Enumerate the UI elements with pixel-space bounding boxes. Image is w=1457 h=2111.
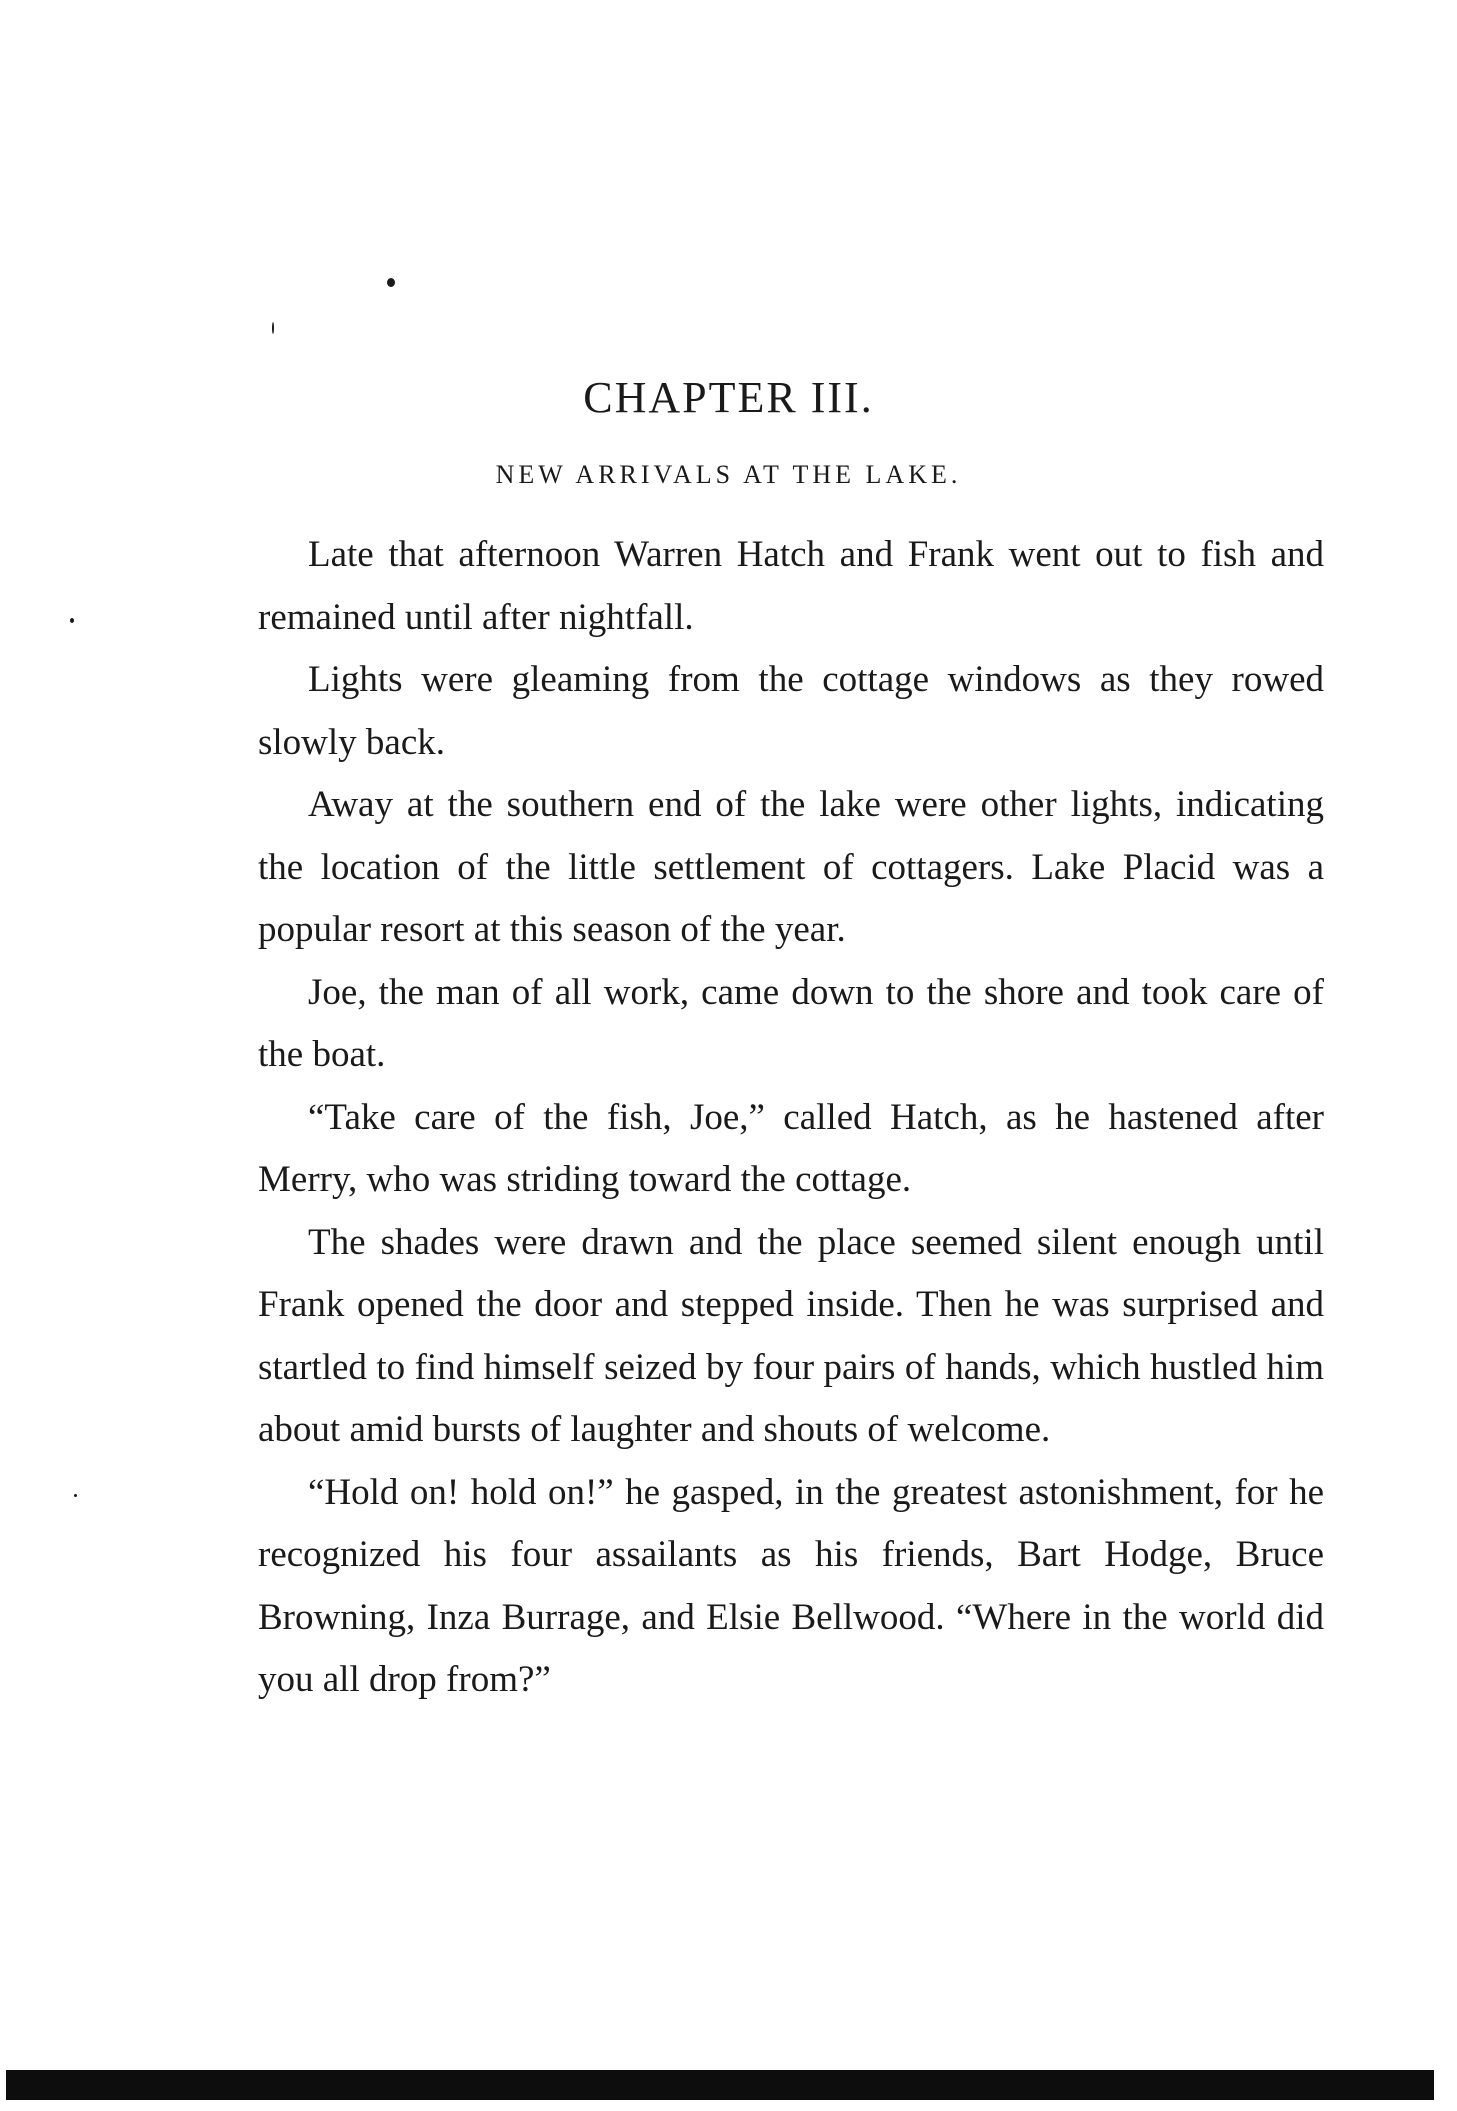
paragraph: “Hold on! hold on!” he gasped, in the greatest astonishment, for he recognized his four assailants as his friends, Bart Hodge, Bruce Browning, Inza Burrage, and Elsie Bellwood. “Where in the world did you all drop from?” [258, 1471, 1324, 1700]
paragraph: Lights were gleaming from the cottage windows as they rowed slowly back. [258, 659, 1324, 763]
chapter-body [258, 524, 1324, 1712]
chapter-heading: CHAPTER III. [583, 373, 874, 422]
paragraph: The shades were drawn and the place seemed silent enough until Frank opened the door and stepped inside. Then he was surprised and startled to find himself seized by four pairs of hands, which hustled him about amid bursts of laughter and shouts of welcome. [258, 1221, 1324, 1450]
paragraph: Late that afternoon Warren Hatch and Frank went out to fish and remained until after nightfall. [258, 534, 1324, 638]
chapter-subtitle: NEW ARRIVALS AT THE LAKE. [495, 460, 962, 489]
ink-speck [70, 618, 74, 623]
ink-speck [272, 322, 274, 334]
paragraph: Away at the southern end of the lake were other lights, indicating the location of the little settlement of cottagers. Lake Placid was a popular resort at this season of the year. [258, 784, 1324, 950]
paragraph: “Take care of the fish, Joe,” called Hatch, as he hastened after Merry, who was striding toward the cottage. [258, 1096, 1324, 1200]
paragraph: Joe, the man of all work, came down to the shore and took care of the boat. [258, 971, 1324, 1075]
ink-speck [74, 1494, 77, 1497]
ink-speck [387, 278, 395, 287]
page-bottom-rule [6, 2070, 1434, 2100]
